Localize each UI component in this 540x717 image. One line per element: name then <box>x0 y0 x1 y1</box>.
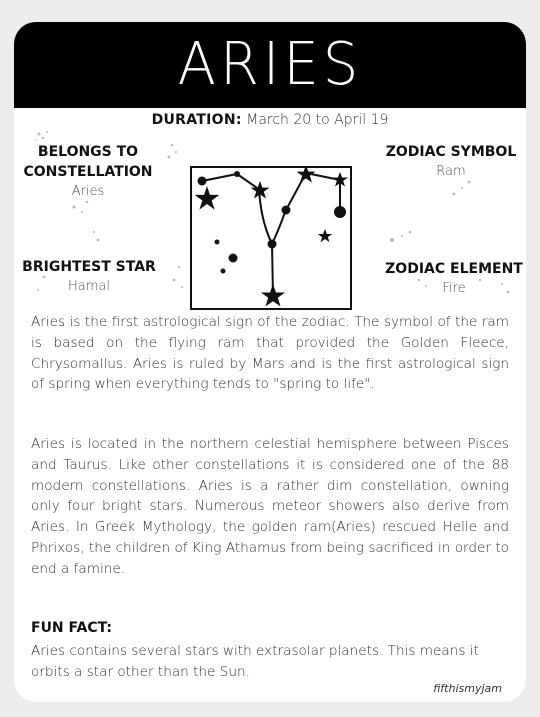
signature: fifthismyjam <box>433 682 502 695</box>
zodiac-element-block <box>382 259 526 299</box>
duration-label: DURATION: <box>151 112 242 128</box>
title-banner <box>14 22 526 108</box>
duration-line <box>14 112 526 128</box>
paragraph-2: Aries is located in the northern celestial hemisphere between Pisces and Taurus. Like other constellations it is considered one of the 88 modern constellations. Aries is a rather dim constellation, owning only four bright stars. Numerous meteor showers also derive from Aries. In Greek Mythology, the golden ram(Aries) rescued Helle and Phrixos, the children of King Athamus from being sacrificed in order to end a famine. <box>31 436 509 577</box>
constellation-diagram <box>190 166 352 310</box>
zodiac-element-label: ZODIAC ELEMENT <box>385 261 523 277</box>
zodiac-card <box>14 22 526 702</box>
fun-fact-text: Aries contains several stars with extrasolar planets. This means it orbits a star other than the Sun. <box>31 643 479 680</box>
belongs-to-label-2: CONSTELLATION <box>23 164 153 180</box>
constellation-drawing <box>192 168 350 308</box>
zodiac-symbol-block <box>380 142 522 182</box>
belongs-to-value: Aries <box>71 184 105 199</box>
zodiac-symbol-value: Ram <box>436 164 466 179</box>
page-title: ARIES <box>177 30 363 99</box>
brightest-star-block <box>20 257 158 297</box>
belongs-to-label-1: BELONGS TO <box>37 144 139 160</box>
zodiac-symbol-label: ZODIAC SYMBOL <box>385 144 517 160</box>
fun-fact-label: FUN FACT: <box>31 620 112 636</box>
zodiac-element-value: Fire <box>442 281 466 296</box>
brightest-star-label: BRIGHTEST STAR <box>22 259 156 275</box>
belongs-to-block <box>20 142 156 202</box>
paragraph-1: Aries is the first astrological sign of the zodiac. The symbol of the ram is based on the flying ram that provided the Golden Fleece, Chrysomallus. Aries is ruled by Mars and is the first astrological sign of spring when everything tends to "spring to life". <box>31 314 509 393</box>
duration-value: March 20 to April 19 <box>246 112 389 128</box>
brightest-star-value: Hamal <box>68 279 110 294</box>
